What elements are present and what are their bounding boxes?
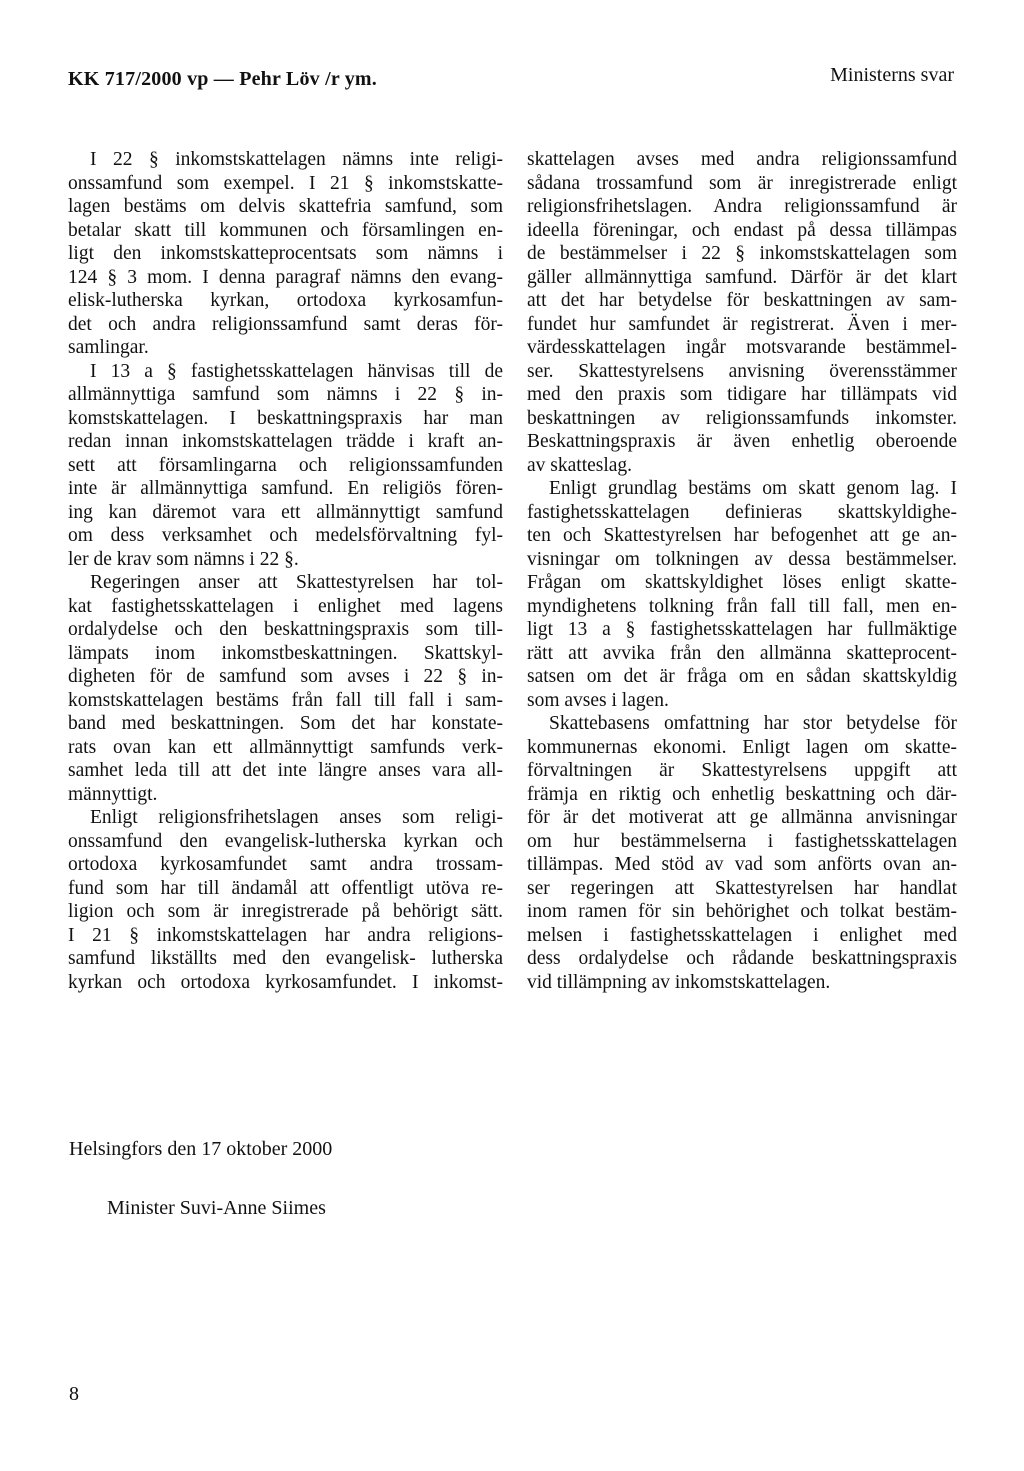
text-line: kyrkan och ortodoxa kyrkosamfundet. I inkomst- [68,971,503,993]
section-title: Ministerns svar [830,64,954,86]
text-line: ser. Skattestyrelsens anvisning överensstämmer [527,360,957,382]
text-line: betalar skatt till kommunen och församlingen en- [68,219,503,241]
text-line: I 13 a § fastighetsskattelagen hänvisas till de [90,360,503,382]
text-line: sådana trossamfund som är inregistrerade enligt [527,172,957,194]
text-line: samhet leda till att det inte längre anses vara all- [68,760,503,781]
text-line: vid tillämpning av inkomstskattelagen. [527,971,831,993]
text-line: dess ordalydelse och rådande beskattningspraxis [527,948,957,969]
text-line: visningar om tolkningen av dessa bestämmelser. [527,548,957,570]
text-line: ligion och som är inregistrerade på behörigt sätt. [68,901,503,922]
text-line: med den praxis som tidigare har tillämpats vid [527,384,957,405]
text-line: förvaltningen är Skattestyrelsens uppgift att [527,760,957,781]
text-line: onssamfund som exempel. I 21 § inkomstskatte- [68,172,503,194]
text-line: ler de krav som nämns i 22 §. [68,548,299,570]
text-line: som avses i lagen. [527,689,669,711]
text-line: ligt den inkomstskatteprocentsats som nämns i [68,243,503,264]
document-reference: KK 717/2000 vp — Pehr Löv /r ym. [68,68,377,90]
text-line: komstskattelagen bestäms från fall till fall i sam- [68,689,503,711]
text-line: fastighetsskattelagen definieras skattskyldighe- [527,501,957,523]
page-number: 8 [69,1383,79,1405]
text-line: melsen i fastighetsskattelagen i enlighet med [527,924,957,946]
text-line: skattelagen avses med andra religionssamfund [527,149,957,170]
text-line: av skatteslag. [527,454,633,476]
text-line: allmännyttiga samfund som nämns i 22 § in- [68,384,503,405]
text-line: Frågan om skattskyldighet löses enligt skatte- [527,572,957,593]
text-line: om hur bestämmelserna i fastighetsskattelagen [527,830,957,852]
text-line: komstskattelagen. I beskattningspraxis har man [68,407,503,429]
text-line: lämpats inom inkomstbeskattningen. Skattskyl- [68,642,503,664]
text-line: redan innan inkomstskattelagen trädde i kraft an- [68,431,503,452]
text-line: beskattningen av religionssamfunds inkomster. [527,407,957,429]
text-line: ideella föreningar, och endast på dessa tillämpas [527,219,957,241]
text-line: samlingar. [68,337,149,358]
text-line: inom ramen för sin behörighet och tolkat bestäm- [527,901,957,922]
text-line: samfund likställts med den evangelisk- lutherska [68,948,503,969]
text-line: Beskattningspraxis är även enhetlig oberoende [527,431,957,452]
text-line: digheten för de samfund som avses i 22 § in- [68,666,503,687]
text-line: satsen om det är fråga om en sådan skattskyldig [527,666,957,687]
text-line: ser regeringen att Skattestyrelsen har handlat [527,877,957,899]
text-line: sett att församlingarna och religionssamfunden [68,454,503,476]
text-line: främja en riktig och enhetlig beskattning och där- [527,783,957,805]
text-line: onssamfund den evangelisk-lutherska kyrkan och [68,830,503,852]
text-line: kommunernas ekonomi. Enligt lagen om skatte- [527,736,957,758]
text-line: ing kan däremot vara ett allmännyttigt samfund [68,501,503,523]
text-line: rats ovan kan ett allmännyttigt samfunds verk- [68,736,503,758]
text-line: elisk-lutherska kyrkan, ortodoxa kyrkosamfun- [68,290,503,311]
text-line: värdesskattelagen ingår motsvarande bestämmel- [527,337,957,358]
text-line: fund som har till ändamål att offentligt utöva re- [68,877,503,899]
text-line: rätt att avvika från den allmänna skatteprocent- [527,642,957,664]
minister-signature: Minister Suvi-Anne Siimes [107,1197,326,1219]
text-line: Enligt religionsfrihetslagen anses som religi- [90,807,503,828]
text-line: ligt 13 a § fastighetsskattelagen har fullmäktige [527,619,957,640]
text-line: att det har betydelse för beskattningen av sam- [527,290,957,311]
text-line: männyttigt. [68,783,158,805]
text-line: Regeringen anser att Skattestyrelsen har tol- [90,572,503,593]
text-line: inte är allmännyttiga samfund. En religiös fören- [68,478,503,499]
text-line: det och andra religionssamfund samt deras för- [68,313,503,335]
text-line: myndighetens tolkning från fall till fall, men en- [527,595,957,617]
text-line: för är det motiverat att ge allmänna anvisningar [527,807,957,828]
text-line: 124 § 3 mom. I denna paragraf nämns den evang- [68,266,503,288]
text-line: Enligt grundlag bestäms om skatt genom lag. I [549,478,957,499]
text-line: Skattebasens omfattning har stor betydelse för [549,713,957,734]
text-line: ten och Skattestyrelsen har befogenhet att ge an- [527,525,957,546]
text-line: ordalydelse och den beskattningspraxis som till- [68,619,503,640]
text-line: gäller allmännyttiga samfund. Därför är det klart [527,266,957,288]
text-line: kat fastighetsskattelagen i enlighet med lagens [68,595,503,617]
right-text-column [527,148,957,994]
text-line: lagen bestäms om delvis skattefria samfund, som [68,196,503,217]
text-line: religionsfrihetslagen. Andra religionssamfund är [527,196,957,217]
text-line: fundet hur samfundet är registrerat. Även i mer- [527,313,957,335]
text-line: I 22 § inkomstskattelagen nämns inte religi- [90,149,503,170]
text-line: tillämpas. Med stöd av vad som anförts ovan an- [527,854,957,875]
text-line: om dess verksamhet och medelsförvaltning fyl- [68,525,503,546]
place-and-date: Helsingfors den 17 oktober 2000 [69,1138,333,1160]
text-line: ortodoxa kyrkosamfundet samt andra trossam- [68,854,503,875]
text-line: I 21 § inkomstskattelagen har andra religions- [68,924,503,946]
text-line: band med beskattningen. Som det har konstate- [68,713,503,734]
left-text-column [68,148,503,994]
text-line: de bestämmelser i 22 § inkomstskattelagen som [527,243,957,264]
